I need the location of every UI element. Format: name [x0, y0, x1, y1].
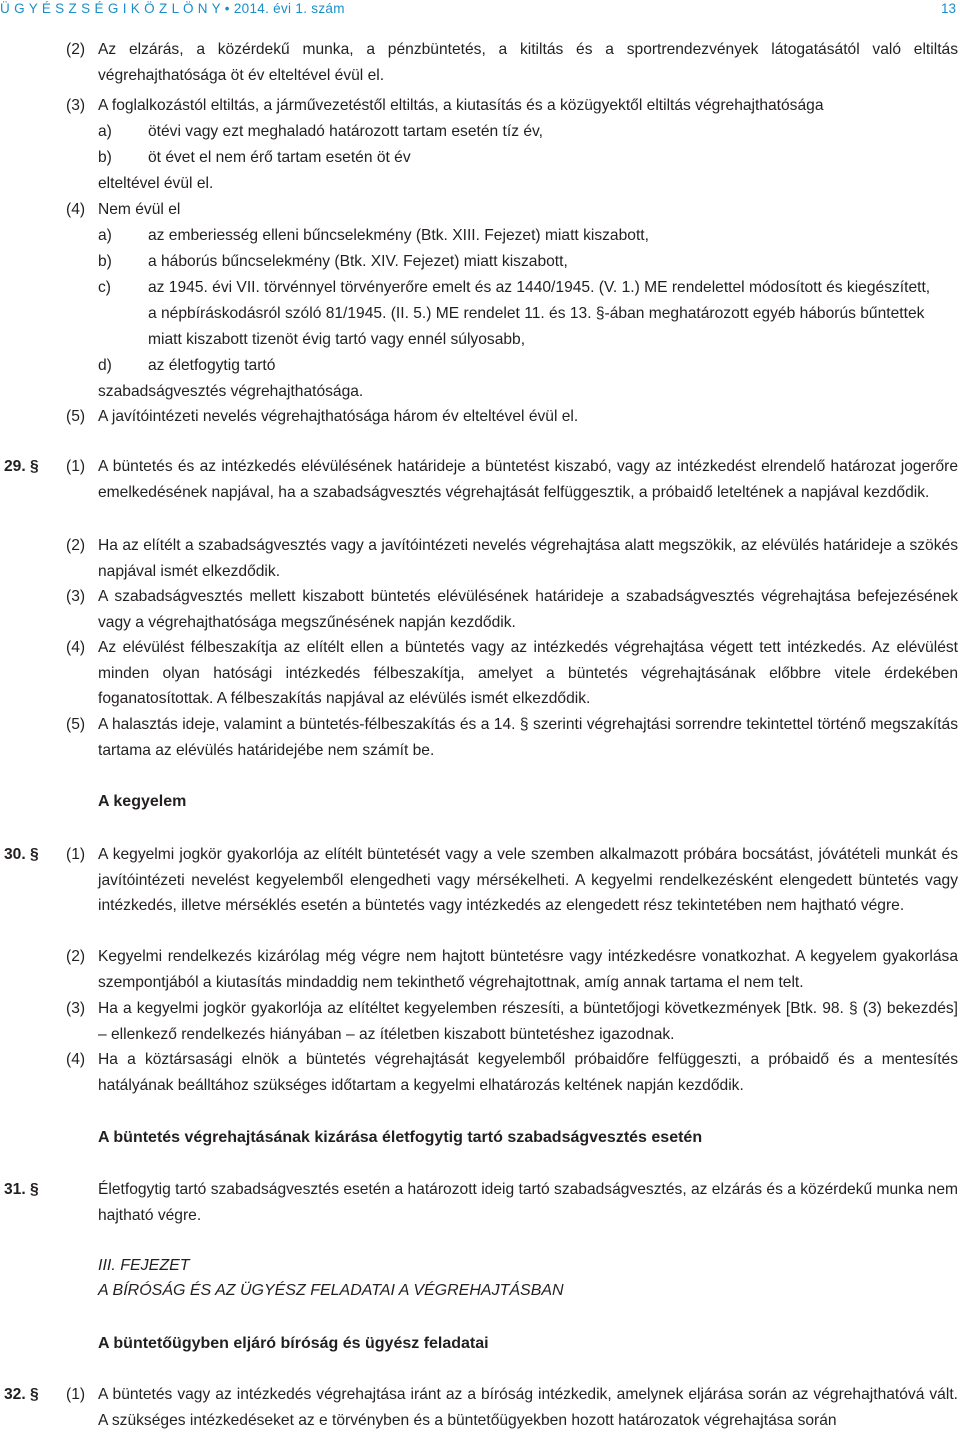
section-30-para-4-text: Ha a köztársasági elnök a büntetés végrehajtását kegyelemből próbaidőre felfüggeszti, a próbaidő és a mentesítés hatályának beálltához szükséges időtartam a kegyelmi elhatározás keltének napján kezdődik. — [98, 1051, 958, 1094]
para-4-c-line-1: az 1945. évi VII. törvénnyel törvényerőre emelt és az 1440/1945. (V. 1.) ME rendelettel módosított és kiegészített, — [148, 279, 931, 296]
section-29-para-3-text: A szabadságvesztés mellett kiszabott büntetés elévülésének határideje a szabadságvesztés végrehajtása befejezésének vagy a végrehajthatósága megszűnésének napján kezdődik. — [98, 588, 958, 631]
section-29-para-4-number: (4) — [66, 639, 86, 656]
para-4-c-line-3: miatt kiszabott tizenöt évig tartó vagy ennél súlyosabb, — [148, 331, 526, 348]
section-29-para-4-text: Az elévülést félbeszakítja az elítélt ellen a büntetés vagy az intézkedés végrehajtása végett tett intézkedés. Az elévülést minden olyan hatósági intézkedés félbeszakítja, amelyet a büntetés végrehajtásának előbbre vitele érdekében foganatosítottak. A félbeszakítás napjával az elévülés ismét elkezdődik. — [98, 639, 958, 708]
para-3-b-text: öt évet el nem érő tartam esetén öt év — [148, 149, 411, 166]
para-4-c-line-2: a népbíráskodásról szóló 81/1945. (II. 5.) ME rendelet 11. és 13. §-ában meghatározott egyéb háborús bűntettek — [148, 305, 925, 322]
journal-title: Ü G Y É S Z S É G I K Ö Z L Ö N Y • 2014. évi 1. szám — [0, 1, 345, 16]
para-3-a-label: a) — [98, 123, 112, 140]
section-29-para-5-number: (5) — [66, 716, 86, 733]
para-4-a-label: a) — [98, 227, 112, 244]
heading-kegyelem: A kegyelem — [98, 793, 187, 810]
section-30-para-2-text: Kegyelmi rendelkezés kizárólag még végre nem hajtott büntetésre vagy intézkedésre vonatkozhat. A kegyelem gyakorlása szempontjából a kiutasítás mindaddig nem tekinthető végrehajtottnak, amíg annak tartama el nem telt. — [98, 948, 958, 991]
section-30-label: 30. § — [4, 846, 39, 863]
section-29-para-1-number: (1) — [66, 458, 86, 475]
section-30-para-4-number: (4) — [66, 1051, 86, 1068]
section-31-text: Életfogytig tartó szabadságvesztés esetén a határozott ideig tartó szabadságvesztés, az elzárás és a közérdekű munka nem hajtható végre. — [98, 1181, 958, 1224]
para-5-number: (5) — [66, 408, 86, 425]
page-number: 13 — [940, 1, 956, 16]
para-4-d-text: az életfogytig tartó — [148, 357, 276, 374]
para-4-text: Nem évül el — [98, 201, 181, 218]
para-4-b-label: b) — [98, 253, 112, 270]
section-30-para-1-number: (1) — [66, 846, 86, 863]
para-2-number: (2) — [66, 41, 86, 58]
section-32-para-1-number: (1) — [66, 1386, 86, 1403]
para-3-text: A foglalkozástól eltiltás, a járművezetéstől eltiltás, a kiutasítás és a közügyektől eltiltás végrehajthatósága — [98, 97, 824, 114]
para-4-d-label: d) — [98, 357, 112, 374]
heading-kizarasa: A büntetés végrehajtásának kizárása életfogytig tartó szabadságvesztés esetén — [98, 1129, 703, 1146]
para-4-c-label: c) — [98, 279, 111, 296]
section-30-para-3-text: Ha a kegyelmi jogkör gyakorlója az elítéltet kegyelemben részesíti, a büntetőjogi következmények [Btk. 98. § (3) bekezdés] – ellenkező rendelkezés hiányában – az ítéletben kiszabott büntetéshez igazodnak. — [98, 1000, 958, 1043]
para-3-b-label: b) — [98, 149, 112, 166]
section-29-para-2-number: (2) — [66, 537, 86, 554]
section-29-label: 29. § — [4, 458, 39, 475]
para-3-end: elteltével évül el. — [98, 175, 214, 192]
section-29-para-5-text: A halasztás ideje, valamint a büntetés-félbeszakítás és a 14. § szerinti végrehajtási sorrendre tekintettel történő megszakítás tartama az elévülés határidejébe nem számít be. — [98, 716, 958, 759]
para-4-a-text: az emberiesség elleni bűncselekmény (Btk. XIII. Fejezet) miatt kiszabott, — [148, 227, 649, 244]
section-30-para-3-number: (3) — [66, 1000, 86, 1017]
para-4-number: (4) — [66, 201, 86, 218]
para-3-number: (3) — [66, 97, 86, 114]
section-30-para-1-text: A kegyelmi jogkör gyakorlója az elítélt büntetését vagy a vele szemben alkalmazott próbára bocsátást, jóvátételi munkát és javítóintézeti nevelést kegyelemből elengedheti vagy mérsékelheti. A kegyelmi rendelkezésként elengedett büntetés vagy intézkedés, illetve mérséklés esetén a büntetés vagy intézkedés az elengedett rész tekintetében nem hajtható végre. — [98, 846, 958, 915]
section-32-label: 32. § — [4, 1386, 39, 1403]
section-29-para-1-text: A büntetés és az intézkedés elévülésének határideje a büntetést kiszabó, vagy az intézkedést elrendelő határozat jogerőre emelkedésének napjával, ha a szabadságvesztés végrehajtását felfüggesztik, a próbaidő leteltének a napjával kezdődik. — [98, 458, 958, 501]
para-4-end: szabadságvesztés végrehajthatósága. — [98, 383, 364, 400]
section-32-para-1-text: A büntetés vagy az intézkedés végrehajtása iránt az a bíróság intézkedik, amelynek eljárása során az végrehajthatóvá vált. A szükséges intézkedéseket az e törvényben és a büntetőügyekben hozott határozatok végrehajtása során — [98, 1386, 958, 1429]
chapter-title: A BÍRÓSÁG ÉS AZ ÜGYÉSZ FELADATAI A VÉGREHAJTÁSBAN — [98, 1282, 564, 1299]
section-30-para-2-number: (2) — [66, 948, 86, 965]
para-5-text: A javítóintézeti nevelés végrehajthatósága három év elteltével évül el. — [98, 408, 579, 425]
section-29-para-2-text: Ha az elítélt a szabadságvesztés vagy a javítóintézeti nevelés végrehajtása alatt megszökik, az elévülés határideje a szökés napjával ismét elkezdődik. — [98, 537, 958, 580]
section-29-para-3-number: (3) — [66, 588, 86, 605]
page-header — [0, 0, 960, 18]
para-4-b-text: a háborús bűncselekmény (Btk. XIV. Fejezet) miatt kiszabott, — [148, 253, 568, 270]
section-31-label: 31. § — [4, 1181, 39, 1198]
para-2-text: Az elzárás, a közérdekű munka, a pénzbüntetés, a kitiltás és a sportrendezvények látogatásától való eltiltás végrehajthatósága öt év elteltével évül el. — [98, 41, 958, 84]
chapter-number: III. FEJEZET — [98, 1257, 190, 1274]
heading-feladatai: A büntetőügyben eljáró bíróság és ügyész feladatai — [98, 1335, 489, 1352]
para-3-a-text: ötévi vagy ezt meghaladó határozott tartam esetén tíz év, — [148, 123, 543, 140]
